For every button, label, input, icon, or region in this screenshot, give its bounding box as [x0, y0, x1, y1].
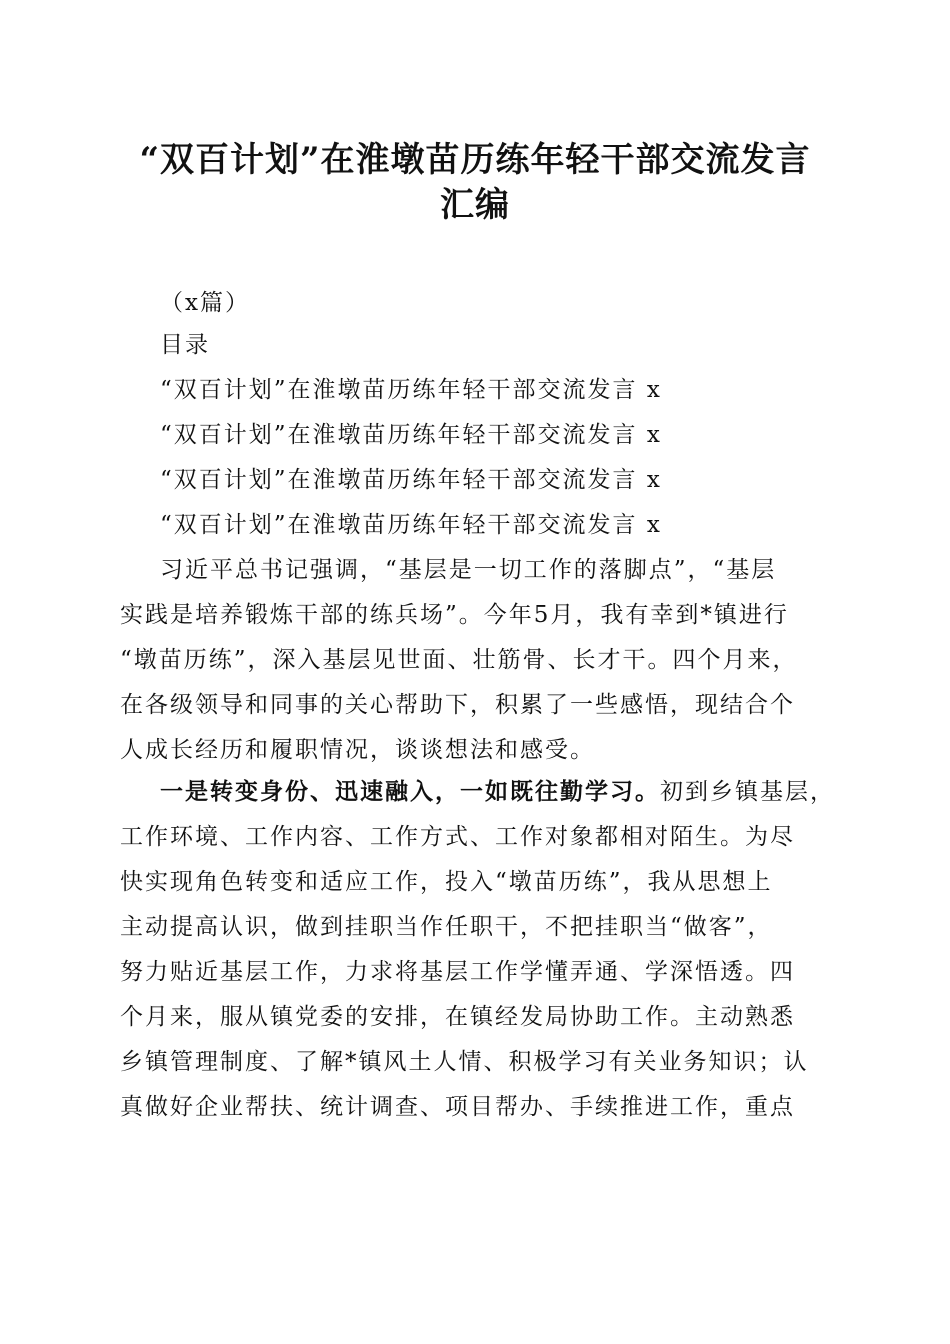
intro-paragraph-line: 在各级领导和同事的关心帮助下，积累了一些感悟，现结合个 [120, 692, 795, 718]
intro-paragraph-line: 实践是培养锻炼干部的练兵场”。今年5月，我有幸到*镇进行 [120, 602, 789, 628]
section-1-paragraph-line: 主动提高认识，做到挂职当作任职干，不把挂职当“做客”， [120, 914, 773, 940]
section-1-paragraph-line: 乡镇管理制度、了解*镇风土人情、积极学习有关业务知识；认 [120, 1049, 809, 1075]
section-1-paragraph-line: 快实现角色转变和适应工作，投入“墩苗历练”，我从思想上 [120, 869, 773, 895]
section-1-first-line [160, 777, 835, 807]
document-title-line-2: 汇编 [440, 185, 510, 225]
intro-paragraph-line: 人成长经历和履职情况，谈谈想法和感受。 [120, 737, 595, 763]
document-title-line-1: “双百计划”在淮墩苗历练年轻干部交流发言 [139, 140, 811, 180]
section-1-paragraph-line: 努力贴近基层工作，力求将基层工作学懂弄通、学深悟透。四 [120, 959, 795, 985]
intro-paragraph-line: “墩苗历练”，深入基层见世面、壮筋骨、长才干。四个月来， [120, 647, 798, 673]
toc-heading: 目录 [160, 332, 210, 358]
section-1-paragraph-line: 个月来，服从镇党委的安排，在镇经发局协助工作。主动熟悉 [120, 1004, 795, 1030]
section-1-first-line-text: 初到乡镇基层， [660, 779, 835, 805]
section-1-paragraph-line: 真做好企业帮扶、统计调查、项目帮办、手续推进工作，重点 [120, 1094, 795, 1120]
toc-entry: “双百计划”在淮墩苗历练年轻干部交流发言 x [160, 512, 662, 538]
article-count-note: （x篇） [160, 290, 250, 316]
section-1-heading: 一是转变身份、迅速融入，一如既往勤学习。 [160, 778, 660, 805]
toc-entry: “双百计划”在淮墩苗历练年轻干部交流发言 x [160, 467, 662, 493]
toc-entry: “双百计划”在淮墩苗历练年轻干部交流发言 x [160, 377, 662, 403]
intro-paragraph-line: 习近平总书记强调，“基层是一切工作的落脚点”，“基层 [160, 557, 777, 583]
toc-entry: “双百计划”在淮墩苗历练年轻干部交流发言 x [160, 422, 662, 448]
section-1-paragraph-line: 工作环境、工作内容、工作方式、工作对象都相对陌生。为尽 [120, 824, 795, 850]
